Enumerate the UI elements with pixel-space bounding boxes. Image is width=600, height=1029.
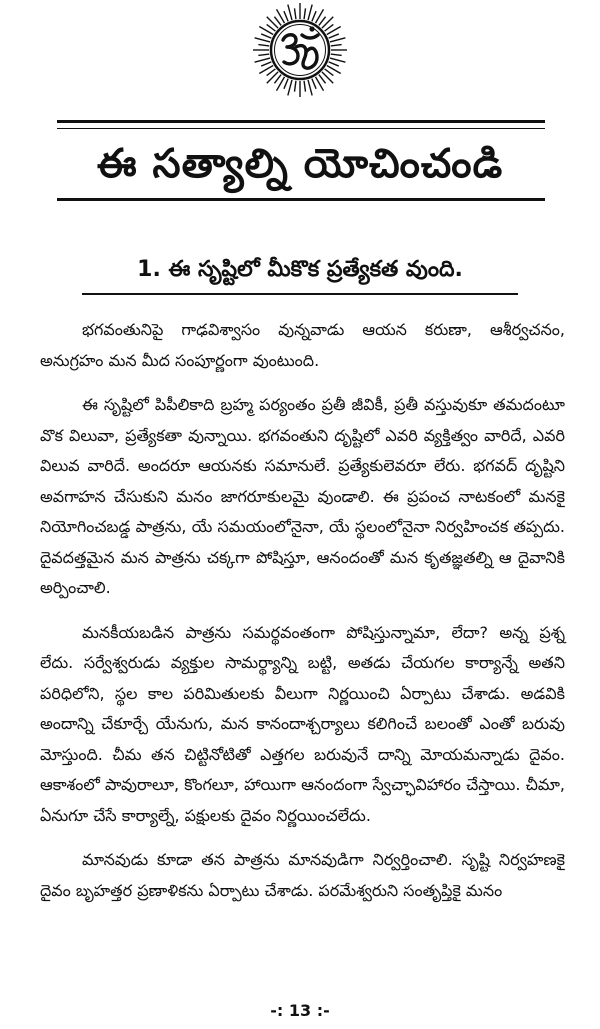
paragraph: మనకీయబడిన పాత్రను సమర్థవంతంగా పోషిస్తున్నామా, లేదా? అన్న ప్రశ్న లేదు. సర్వేశ్వరుడు వ్యక్తుల సామర్థ్యాన్ని బట్టి, అతడు చేయగల కార్యాన్నే అతని పరిధిలోని, స్థల కాల పరిమితులకు వీలుగా నిర్ణయించి ఏర్పాటు చేశాడు. అడవికి అందాన్ని చేకూర్చే యేనుగు, మన కానందాశ్చర్యాలు కలిగించే బలంతో ఎంతో బరువు మోస్తుంది. చీమ తన చిట్టినోటితో ఎత్తగల బరువునే దాన్ని మోయమన్నాడు దైవం. ఆకాశంలో పావురాలూ, కొంగలూ, హాయిగా ఆనందంగా స్వేచ్ఛావిహారం చేస్తాయి. చీమా, ఏనుగూ చేసే కార్యాల్నే, పక్షులకు దైవం నిర్ణయించలేదు. — [40, 622, 565, 825]
body-text — [40, 315, 565, 920]
section-heading-underline — [82, 293, 518, 295]
paragraph: మానవుడు కూడా తన పాత్రను మానవుడిగా నిర్వర్తించాలి. సృష్టి నిర్వహణకై దైవం బృహత్తర ప్రణాళికను ఏర్పాటు చేశాడు. పరమేశ్వరుని సంతృప్తికై మనం — [40, 850, 565, 900]
chapter-title: ఈ సత్యాల్ని యోచించండి — [96, 141, 504, 187]
paragraph: ఈ సృష్టిలో పిపీలికాది బ్రహ్మ పర్యంతం ప్రతీ జీవికీ, ప్రతీ వస్తువుకూ తమదంటూ వొక విలువా, ప్రత్యేకతా వున్నాయి. భగవంతుని దృష్టిలో ఎవరి వ్యక్తిత్వం వారిదే, ఎవరి విలువ వారిదే. అందరూ ఆయనకు సమానులే. ప్రత్యేకులెవరూ లేరు. భగవద్ దృష్టిని అవగాహన చేసుకుని మనం జాగరూకులమై వుండాలి. ఈ ప్రపంచ నాటకంలో మనకై నియోగించబడ్డ పాత్రను, యే సమయంలోనైనా, యే స్థలంలోనైనా నిర్వహించక తప్పదు. దైవదత్తమైన మన పాత్రను చక్కగా పోషిస్తూ, ఆనందంతో మన కృతజ్ఞతల్ని ఆ దైవానికి అర్పించాలి. — [40, 395, 565, 597]
section-heading: 1. ఈ సృష్టిలో మీకొక ప్రత్యేకత వుంది. — [137, 257, 463, 282]
header-rule-bottom — [57, 198, 545, 201]
page-number: -: 13 :- — [270, 1001, 330, 1020]
paragraph: భగవంతునిపై గాఢవిశ్వాసం వున్నవాడు ఆయన కరుణా, ఆశీర్వచనం, అనుగ్రహం మన మీద సంపూర్ణంగా వుంటుంది. — [40, 320, 565, 370]
header-rule-inner — [57, 128, 545, 129]
om-symbol-icon — [250, 0, 350, 100]
header-rule-top — [57, 120, 545, 123]
